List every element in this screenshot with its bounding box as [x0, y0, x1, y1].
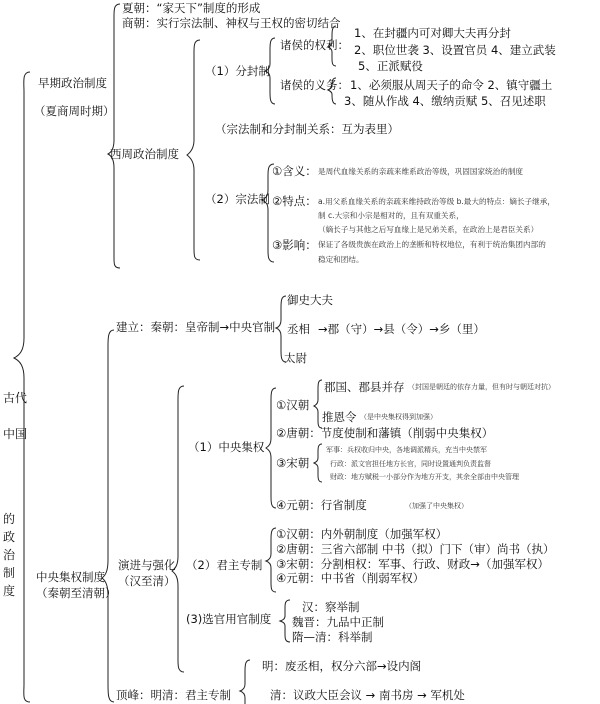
- feature-text-3: （嫡长子与其他之后写血缘上是兄弟关系，在政治上是君臣关系）: [318, 225, 539, 234]
- establish-label: 建立：秦朝：皇帝制→中央官制: [116, 320, 276, 334]
- selection-label: (3)选官用官制度: [186, 612, 272, 626]
- song-finance: 财政：地方赋税一小部分作为地方开支，其余全部由中央管理: [330, 473, 519, 481]
- root-title-c: 的政治制度: [3, 512, 16, 598]
- song-brace: [314, 444, 322, 482]
- meaning-text: 是周代血缘关系的亲疏来维系政治等级，巩固国家统治的制度: [318, 167, 524, 176]
- song-centralization: ③宋朝: [276, 456, 310, 470]
- influence-text-1: 保证了各级贵族在政治上的垄断和特权地位，有利于统治集团内部的: [318, 240, 546, 249]
- rights-line-2: 2、职位世袭 3、设置官员 4、建立武装: [354, 43, 556, 57]
- shang-dynasty: 商朝：实行宗法制、神权与王权的密切结合: [122, 16, 341, 30]
- yushi-dafu: 御史大夫: [287, 293, 333, 307]
- yuan-note: （加强了中央集权）: [405, 502, 468, 510]
- central-brace: [102, 330, 114, 702]
- tang-centralization: ②唐朝：节度使制和藩镇（削弱中央集权）: [276, 426, 494, 440]
- root-title-b: 中国: [3, 427, 28, 441]
- local-chain: →郡（守）→县（令）→乡（里）: [318, 322, 485, 336]
- feature-text-2: 制 c.大宗和小宗是相对的，且有双重关系，: [318, 211, 464, 220]
- fenfeng-label: （1）分封制: [205, 64, 270, 78]
- west-zhou-label: 西周政治制度: [110, 147, 179, 161]
- monarchy-brace: [266, 528, 276, 592]
- develop-label-2: （汉至清）: [118, 574, 176, 588]
- selection-suiqing: 隋—清：科举制: [292, 630, 373, 644]
- monarchy-label: （2）君主专制: [186, 558, 263, 572]
- xia-dynasty: 夏朝：“家天下”制度的形成: [122, 1, 261, 15]
- influence-label: ③影响：: [272, 238, 317, 252]
- peak-brace: [240, 660, 250, 704]
- han-brace: [314, 380, 322, 428]
- han-junguo-note: （封国是朝廷的依存力量，但有时与朝廷对抗）: [408, 383, 555, 391]
- relation-note: （宗法制和分封制关系：互为表里）: [215, 122, 399, 136]
- develop-label-1: 演进与强化: [118, 558, 176, 572]
- centralization-brace: [266, 388, 276, 508]
- west-zhou-brace: [187, 40, 200, 260]
- duties-line-2: 3、随从作战 4、缴纳贡赋 5、召见述职: [344, 94, 546, 108]
- song-military: 军事：兵权收归中央，各地调派精兵，充当中央禁军: [326, 446, 487, 454]
- central-label: 中央集权制度: [36, 570, 105, 584]
- early-brace: [108, 4, 120, 268]
- centralization-label: （1）中央集权: [188, 440, 265, 454]
- rights-line-3: 5、正派赋役: [358, 59, 423, 73]
- monarchy-yuan: ④元朝：中书省（削弱军权）: [276, 571, 425, 585]
- monarchy-tang: ②唐朝：三省六部制 中书（拟）门下（审）尚书（执）: [276, 542, 555, 556]
- peak-qing: 清：议政大臣会议 → 南书房 → 军机处: [270, 688, 465, 702]
- taiwei: 太尉: [284, 351, 307, 365]
- influence-text-2: 稳定和团结。: [318, 255, 364, 264]
- han-centralization: ①汉朝: [276, 398, 310, 412]
- meaning-label: ①含义：: [272, 164, 317, 178]
- feature-text-1: a.用父系血缘关系的亲疏来维持政治等级 b.最大的特点：嫡长子继承，: [318, 197, 555, 206]
- rights-label: 诸侯的权利：: [280, 38, 349, 52]
- peak-ming: 明：废丞相，权分六部→设内阁: [262, 659, 422, 673]
- song-admin: 行政：派文官担任地方长官，同时设置通判负责监督: [330, 460, 491, 468]
- feature-label: ②特点：: [272, 194, 317, 208]
- duties-line-1: 1、必须服从周天子的命令 2、镇守疆土: [350, 78, 553, 92]
- selection-han: 汉：察举制: [302, 600, 360, 614]
- yuan-centralization: ④元朝：行省制度: [276, 498, 367, 512]
- root-brace: [14, 72, 30, 702]
- monarchy-song: ③宋朝：分割相权：军事、行政、财政→（加强军权）: [276, 557, 549, 571]
- root-title-a: 古代: [3, 391, 28, 405]
- han-tuienling: 推恩令: [322, 410, 357, 424]
- han-junguo: 郡国、郡县并存: [324, 380, 405, 394]
- selection-brace: [280, 600, 290, 642]
- duties-label: 诸侯的义务：: [280, 78, 349, 92]
- central-period: （秦朝至清朝）: [36, 586, 117, 600]
- peak-label: 顶峰：明清：君主专制: [116, 688, 231, 702]
- early-period: （夏商周时期）: [34, 104, 115, 118]
- develop-brace: [172, 386, 184, 672]
- early-label: 早期政治制度: [38, 76, 107, 90]
- selection-weijin: 魏晋：九品中正制: [292, 615, 384, 629]
- zongfa-label: （2）宗法制: [205, 192, 270, 206]
- han-tuienling-note: （是中央集权得到加强）: [360, 413, 437, 421]
- chengxiang: 丞相: [287, 322, 310, 336]
- rights-line-1: 1、在封疆内可对卿大夫再分封: [354, 26, 511, 40]
- monarchy-han: ①汉朝：内外朝制度（加强军权）: [276, 527, 448, 541]
